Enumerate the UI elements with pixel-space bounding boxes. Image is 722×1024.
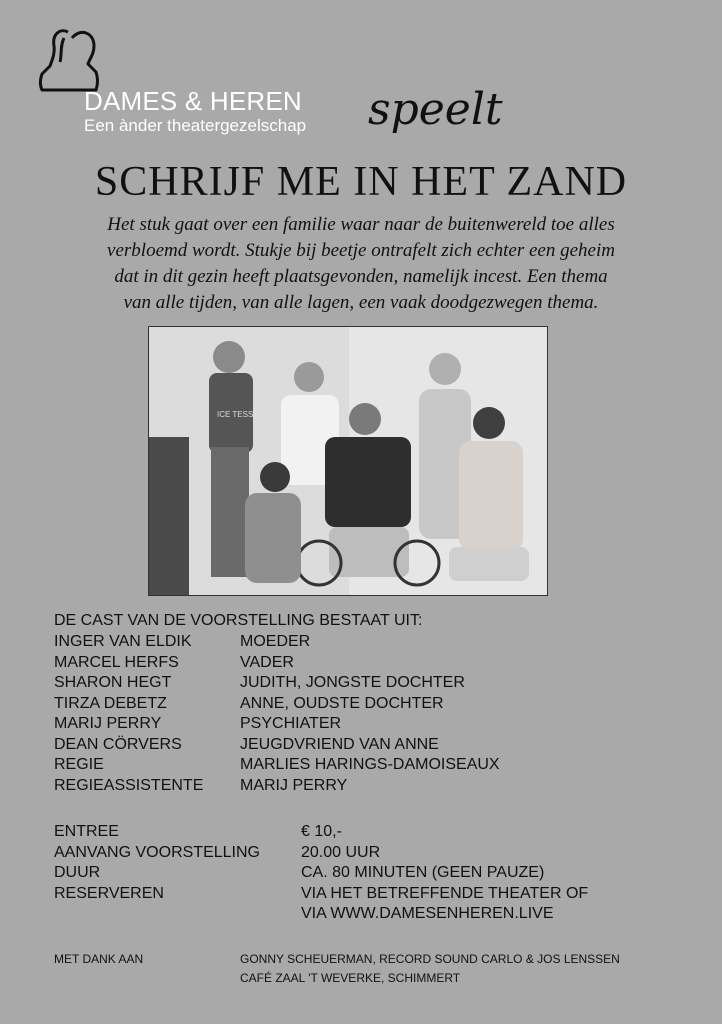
cast-actor: DEAN CÖRVERS <box>54 735 182 753</box>
cast-actor: MARIJ PERRY <box>54 715 162 732</box>
info-value: VIA WWW.DAMESENHEREN.LIVE <box>301 905 554 922</box>
cast-row <box>54 735 674 756</box>
thanks-row <box>54 969 674 988</box>
cast-photo <box>148 326 548 596</box>
synopsis-line: Het stuk gaat over een familie waar naar de buitenwereld toe alles <box>107 214 615 235</box>
cast-role: MOEDER <box>240 633 311 650</box>
cast-row <box>54 673 674 694</box>
play-synopsis <box>40 212 682 316</box>
cast-actor: MARCEL HERFS <box>54 653 179 671</box>
cast-actor: SHARON HEGT <box>54 674 172 691</box>
thanks-label: MET DANK AAN <box>54 952 144 966</box>
cast-role: JUDITH, JONGSTE DOCHTER <box>240 674 465 691</box>
cast-role: MARLIES HARINGS-DAMOISEAUX <box>240 756 500 773</box>
thanks-row <box>54 950 674 969</box>
info-value: CA. 80 MINUTEN (GEEN PAUZE) <box>301 864 545 881</box>
cast-actor: REGIEASSISTENTE <box>54 776 204 794</box>
info-row <box>54 863 674 884</box>
cast-row <box>54 653 674 674</box>
info-value: VIA HET BETREFFENDE THEATER OF <box>301 884 589 902</box>
cast-row <box>54 714 674 735</box>
shirt-print: ICE TESS <box>217 410 254 419</box>
cast-role: MARIJ PERRY <box>240 776 348 794</box>
brand-name: DAMES & HEREN <box>84 86 302 116</box>
speelt-word: speelt <box>368 84 503 135</box>
info-key: RESERVEREN <box>54 884 164 902</box>
cast-role: ANNE, OUDSTE DOCHTER <box>240 694 444 712</box>
cast-role: PSYCHIATER <box>240 715 342 732</box>
thanks-line: CAFÉ ZAAL 'T WEVERKE, SCHIMMERT <box>240 971 461 985</box>
cast-actor: INGER VAN ELDIK <box>54 633 192 650</box>
info-key: ENTREE <box>54 823 119 840</box>
thanks-section <box>54 950 674 988</box>
cast-row <box>54 776 674 797</box>
cast-list <box>54 632 674 796</box>
thanks-line: GONNY SCHEUERMAN, RECORD SOUND CARLO & JOS LENSSEN <box>240 952 620 966</box>
cast-heading: DE CAST VAN DE VOORSTELLING BESTAAT UIT: <box>54 612 423 629</box>
cast-actor: TIRZA DEBETZ <box>54 694 167 712</box>
cast-row <box>54 694 674 715</box>
synopsis-line: dat in dit gezin heeft plaatsgevonden, namelijk incest. Een thema <box>114 266 608 287</box>
info-row <box>54 884 674 925</box>
info-value: € 10,- <box>301 823 342 840</box>
brand-tagline: Een ànder theatergezelschap <box>84 116 307 135</box>
info-value: 20.00 UUR <box>301 843 381 861</box>
cast-row <box>54 632 674 653</box>
cast-actor: REGIE <box>54 756 104 773</box>
synopsis-line: verbloemd wordt. Stukje bij beetje ontrafelt zich echter een geheim <box>107 240 615 261</box>
cast-row <box>54 755 674 776</box>
info-key: DUUR <box>54 864 101 881</box>
play-title: SCHRIJF ME IN HET ZAND <box>94 159 628 205</box>
performance-info <box>54 822 674 925</box>
synopsis-line: van alle tijden, van alle lagen, een vaak doodgezwegen thema. <box>123 292 599 313</box>
cast-role: VADER <box>240 653 294 671</box>
info-row <box>54 843 674 864</box>
info-row <box>54 822 674 843</box>
info-key: AANVANG VOORSTELLING <box>54 843 260 861</box>
cast-role: JEUGDVRIEND VAN ANNE <box>240 735 439 753</box>
